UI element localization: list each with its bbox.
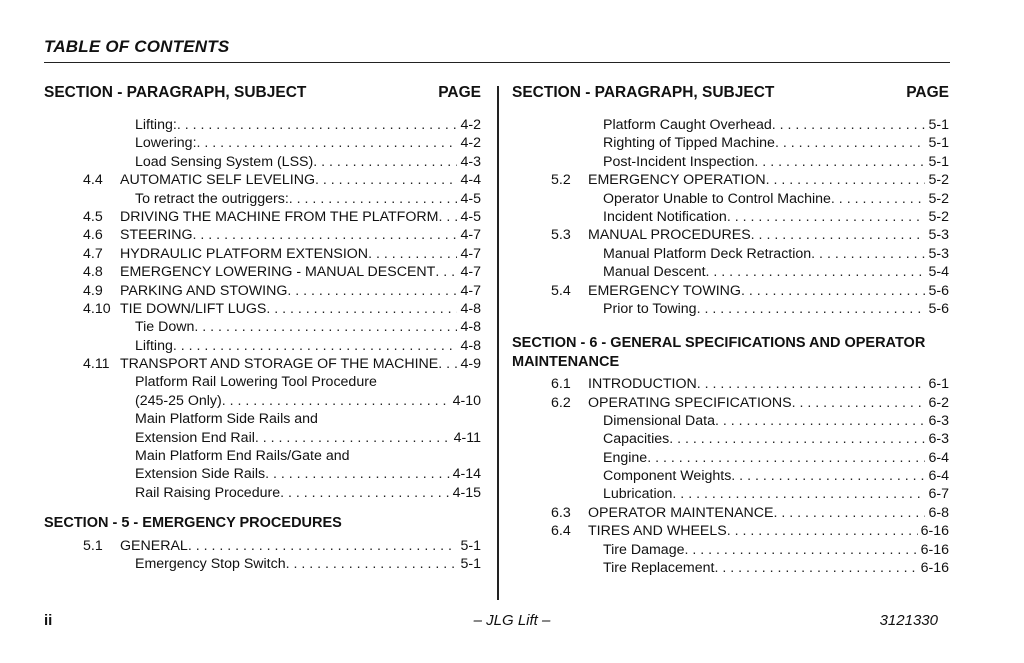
dot-leader xyxy=(173,337,458,355)
dot-leader xyxy=(368,245,457,263)
entry-number: 4.10 xyxy=(83,300,111,317)
toc-entry[interactable] xyxy=(44,226,481,244)
dot-leader xyxy=(197,134,458,152)
toc-entry[interactable] xyxy=(512,190,949,208)
entry-line xyxy=(135,190,481,208)
entry-line xyxy=(135,392,481,410)
entry-page: 5-1 xyxy=(928,153,949,170)
dot-leader xyxy=(697,300,926,318)
entry-number: 4.6 xyxy=(83,227,103,244)
dot-leader xyxy=(265,465,449,483)
dot-leader xyxy=(266,300,457,318)
entry-line xyxy=(135,134,481,152)
title-rule xyxy=(44,62,950,63)
column-divider xyxy=(497,86,499,600)
entry-page: 5-3 xyxy=(928,227,949,244)
entry-line xyxy=(135,337,481,355)
dot-leader xyxy=(741,282,926,300)
entry-line xyxy=(120,245,481,263)
dot-leader xyxy=(697,375,926,393)
dot-leader xyxy=(831,190,926,208)
footer-page-number: ii xyxy=(44,612,53,629)
entry-line xyxy=(588,375,949,393)
entry-page: 4-11 xyxy=(453,429,481,446)
entry-line xyxy=(603,153,949,171)
toc-entry[interactable] xyxy=(512,116,949,134)
dot-leader xyxy=(647,449,925,467)
footer-doc-number: 3121330 xyxy=(879,612,938,629)
entry-page: 5-2 xyxy=(928,172,949,189)
right-column xyxy=(512,84,949,577)
entry-number: 4.5 xyxy=(83,208,103,225)
entry-page: 5-1 xyxy=(460,537,481,554)
dot-leader xyxy=(772,116,926,134)
entry-title: INTRODUCTION xyxy=(588,376,697,393)
toc-entry[interactable] xyxy=(44,447,481,465)
entry-title: Extension End Rail xyxy=(135,429,255,446)
toc-entry[interactable] xyxy=(44,429,481,447)
entry-title: HYDRAULIC PLATFORM EXTENSION xyxy=(120,245,369,262)
entry-line xyxy=(603,190,949,208)
entry-line xyxy=(135,465,481,483)
entry-page: 6-7 xyxy=(928,486,949,503)
entry-title: EMERGENCY LOWERING - MANUAL DESCENT xyxy=(120,264,436,281)
entry-page: 4-7 xyxy=(460,245,481,262)
entry-title: Emergency Stop Switch xyxy=(135,556,286,572)
toc-entry[interactable] xyxy=(44,300,481,318)
toc-entry[interactable] xyxy=(44,410,481,428)
dot-leader xyxy=(289,190,458,208)
entry-page: 6-3 xyxy=(928,412,949,429)
toc-entry[interactable] xyxy=(44,337,481,355)
entry-page: 4-2 xyxy=(460,117,481,133)
dot-leader xyxy=(313,153,457,171)
entry-line xyxy=(135,153,481,171)
toc-entry[interactable] xyxy=(512,522,949,540)
toc-entry[interactable] xyxy=(44,355,481,373)
dot-leader xyxy=(222,392,450,410)
entry-page: 4-8 xyxy=(460,337,481,354)
toc-entry[interactable] xyxy=(512,171,949,189)
entry-title: Rail Raising Procedure xyxy=(135,484,281,501)
entry-page: 5-1 xyxy=(928,117,949,133)
entry-page: 6-16 xyxy=(920,523,949,540)
entry-line xyxy=(588,522,949,540)
section-heading: SECTION - 5 - EMERGENCY PROCEDURES xyxy=(44,515,342,532)
entry-title: EMERGENCY TOWING xyxy=(588,282,741,299)
entry-number: 4.8 xyxy=(83,264,103,281)
header-page: PAGE xyxy=(438,84,481,101)
entry-title: OPERATOR MAINTENANCE xyxy=(588,504,774,521)
toc-entry[interactable] xyxy=(512,504,949,522)
entry-number: 6.4 xyxy=(551,523,571,540)
entry-page: 4-7 xyxy=(460,264,481,281)
entry-line xyxy=(603,208,949,226)
dot-leader xyxy=(731,467,925,485)
toc-entry[interactable] xyxy=(44,282,481,300)
entry-title: Tire Damage xyxy=(603,541,685,558)
entry-title: Operator Unable to Control Machine xyxy=(603,190,831,207)
entry-page: 4-7 xyxy=(460,227,481,244)
entry-page: 4-15 xyxy=(452,484,481,501)
entry-number: 5.2 xyxy=(551,172,571,189)
entry-line xyxy=(120,300,481,318)
entry-line xyxy=(603,116,949,134)
entry-page: 5-6 xyxy=(928,300,949,317)
toc-entry[interactable] xyxy=(44,190,481,208)
entry-page: 5-4 xyxy=(928,264,949,281)
entry-page: 4-7 xyxy=(460,282,481,299)
dot-leader xyxy=(193,226,458,244)
entry-title: Load Sensing System (LSS) xyxy=(135,153,314,170)
column-header xyxy=(44,84,481,106)
entry-page: 5-1 xyxy=(928,135,949,152)
entry-title: STEERING xyxy=(120,227,193,244)
entry-number: 6.3 xyxy=(551,504,571,521)
toc-entry[interactable] xyxy=(44,134,481,152)
entry-page: 6-4 xyxy=(928,449,949,466)
entry-title: Dimensional Data xyxy=(603,412,715,429)
toc-entry[interactable] xyxy=(512,449,949,467)
entry-line xyxy=(135,484,481,502)
entry-page: 5-6 xyxy=(928,282,949,299)
footer-center: – JLG Lift – xyxy=(473,612,551,629)
header-label: SECTION - PARAGRAPH, SUBJECT xyxy=(512,84,775,101)
toc-entry[interactable] xyxy=(44,208,481,226)
entry-page: 4-9 xyxy=(460,356,481,373)
page-title: TABLE OF CONTENTS xyxy=(44,37,230,56)
entry-page: 4-4 xyxy=(460,172,481,189)
toc-entry[interactable] xyxy=(512,375,949,393)
entry-line xyxy=(603,134,949,152)
dot-leader xyxy=(672,485,925,503)
toc-entry[interactable] xyxy=(44,263,481,281)
dot-leader xyxy=(315,171,457,189)
entry-title: To retract the outriggers: xyxy=(135,190,289,207)
entry-page: 4-2 xyxy=(460,135,481,152)
dot-leader xyxy=(775,134,926,152)
entry-page: 4-5 xyxy=(460,208,481,225)
entry-line xyxy=(588,171,949,189)
toc-entry[interactable] xyxy=(512,263,949,281)
entry-line xyxy=(588,504,949,522)
entry-line xyxy=(135,318,481,336)
entry-page: 6-2 xyxy=(928,394,949,411)
entry-line xyxy=(120,226,481,244)
entry-title: Component Weights xyxy=(603,468,732,485)
toc-entry[interactable] xyxy=(44,153,481,171)
toc-entry[interactable] xyxy=(44,171,481,189)
entry-line xyxy=(588,394,949,412)
entry-line xyxy=(603,449,949,467)
entry-title: Righting of Tipped Machine xyxy=(603,135,775,152)
entry-title: TRANSPORT AND STORAGE OF THE MACHINE xyxy=(120,356,439,373)
toc-list xyxy=(44,537,481,574)
toc-entry[interactable] xyxy=(44,537,481,555)
toc-entry[interactable] xyxy=(44,555,481,573)
entry-line xyxy=(603,412,949,430)
entry-number: 6.2 xyxy=(551,394,571,411)
column-header xyxy=(512,84,949,106)
dot-leader xyxy=(754,153,925,171)
toc-entry[interactable] xyxy=(44,245,481,263)
entry-page: 4-8 xyxy=(460,300,481,317)
entry-line xyxy=(603,485,949,503)
dot-leader xyxy=(177,116,458,134)
entry-title: Lubrication xyxy=(603,486,673,503)
entry-title: Platform Rail Lowering Tool Procedure xyxy=(135,374,377,391)
entry-page: 5-2 xyxy=(928,208,949,225)
dot-leader xyxy=(706,263,926,281)
entry-page: 4-5 xyxy=(460,190,481,207)
toc-entry[interactable] xyxy=(512,467,949,485)
toc-entry[interactable] xyxy=(512,226,949,244)
entry-title: Lifting: xyxy=(135,117,177,133)
dot-leader xyxy=(435,263,457,281)
entry-line xyxy=(603,263,949,281)
dot-leader xyxy=(286,555,458,573)
entry-line xyxy=(135,555,481,573)
toc-entry[interactable] xyxy=(512,485,949,503)
dot-leader xyxy=(751,226,926,244)
toc-entry[interactable] xyxy=(512,153,949,171)
entry-title: Post-Incident Inspection xyxy=(603,153,755,170)
entry-title: OPERATING SPECIFICATIONS xyxy=(588,394,792,411)
header-page: PAGE xyxy=(906,84,949,101)
entry-page: 4-10 xyxy=(452,392,481,409)
dot-leader xyxy=(287,282,457,300)
toc-entry[interactable] xyxy=(44,465,481,483)
dot-leader xyxy=(188,537,458,555)
entry-page: 4-14 xyxy=(452,466,481,483)
entry-title: GENERAL xyxy=(120,537,188,554)
entry-title: Lowering: xyxy=(135,135,197,152)
toc-entry[interactable] xyxy=(512,245,949,263)
entry-title: DRIVING THE MACHINE FROM THE PLATFORM xyxy=(120,208,439,225)
entry-title: Platform Caught Overhead xyxy=(603,117,772,133)
entry-title: Incident Notification xyxy=(603,208,727,225)
entry-title: Manual Platform Deck Retraction xyxy=(603,245,812,262)
entry-page: 4-8 xyxy=(460,319,481,336)
entry-line xyxy=(603,300,949,318)
entry-title: Tire Replacement xyxy=(603,560,715,577)
entry-title: PARKING AND STOWING xyxy=(120,282,288,299)
entry-title: Tie Down xyxy=(135,319,195,336)
entry-title: AUTOMATIC SELF LEVELING xyxy=(120,172,315,189)
entry-number: 5.4 xyxy=(551,282,571,299)
toc-entry[interactable] xyxy=(512,300,949,318)
entry-page: 6-16 xyxy=(920,560,949,577)
toc-list xyxy=(512,116,949,318)
dot-leader xyxy=(714,559,917,577)
toc-entry[interactable] xyxy=(512,394,949,412)
toc-entry[interactable] xyxy=(512,541,949,559)
toc-entry[interactable] xyxy=(512,134,949,152)
entry-page: 6-4 xyxy=(928,468,949,485)
entry-line xyxy=(588,226,949,244)
entry-line xyxy=(603,559,949,577)
dot-leader xyxy=(684,541,917,559)
entry-line xyxy=(120,263,481,281)
entry-number: 5.3 xyxy=(551,227,571,244)
toc-list xyxy=(512,375,949,577)
toc-entry[interactable] xyxy=(512,430,949,448)
entry-page: 6-1 xyxy=(928,376,949,393)
entry-number: 6.1 xyxy=(551,376,571,393)
entry-line xyxy=(603,430,949,448)
section-heading: SECTION - 6 - GENERAL SPECIFICATIONS AND OPERATOR MAINTENANCE xyxy=(512,335,926,370)
left-column xyxy=(44,84,481,573)
toc-entry[interactable] xyxy=(44,116,481,134)
dot-leader xyxy=(774,504,926,522)
entry-number: 4.4 xyxy=(83,172,103,189)
toc-entry[interactable] xyxy=(44,373,481,391)
entry-line xyxy=(135,116,481,134)
entry-number: 5.1 xyxy=(83,537,103,554)
entry-page: 5-2 xyxy=(928,190,949,207)
entry-number: 4.11 xyxy=(83,356,110,373)
toc-entry[interactable] xyxy=(512,282,949,300)
dot-leader xyxy=(438,208,457,226)
toc-entry[interactable] xyxy=(44,484,481,502)
dot-leader xyxy=(766,171,926,189)
entry-line xyxy=(120,282,481,300)
entry-title: Engine xyxy=(603,449,648,466)
entry-page: 5-1 xyxy=(460,556,481,572)
toc-entry[interactable] xyxy=(512,208,949,226)
toc-entry[interactable] xyxy=(44,318,481,336)
entry-number: 4.9 xyxy=(83,282,103,299)
entry-title: TIE DOWN/LIFT LUGS xyxy=(120,300,267,317)
dot-leader xyxy=(727,522,918,540)
entry-line xyxy=(603,541,949,559)
dot-leader xyxy=(669,430,925,448)
dot-leader xyxy=(727,208,926,226)
entry-title: Capacities xyxy=(603,431,670,448)
entry-title: TIRES AND WHEELS xyxy=(588,523,727,540)
dot-leader xyxy=(255,429,451,447)
entry-line xyxy=(603,467,949,485)
entry-title: Prior to Towing xyxy=(603,300,697,317)
entry-page: 6-16 xyxy=(920,541,949,558)
entry-page: 5-3 xyxy=(928,245,949,262)
dot-leader xyxy=(811,245,925,263)
toc-entry[interactable] xyxy=(512,412,949,430)
toc-list xyxy=(44,116,481,502)
entry-page: 4-3 xyxy=(460,153,481,170)
entry-title: Main Platform Side Rails and xyxy=(135,411,318,428)
dot-leader xyxy=(280,484,449,502)
entry-line xyxy=(120,355,481,373)
entry-line xyxy=(120,537,481,555)
entry-line xyxy=(135,429,481,447)
entry-title: Lifting xyxy=(135,337,173,354)
entry-title: MANUAL PROCEDURES xyxy=(588,227,751,244)
entry-number: 4.7 xyxy=(83,245,103,262)
entry-title: Manual Descent xyxy=(603,264,706,281)
dot-leader xyxy=(194,318,457,336)
entry-page: 6-3 xyxy=(928,431,949,448)
dot-leader xyxy=(792,394,926,412)
entry-line xyxy=(120,171,481,189)
toc-entry[interactable] xyxy=(44,392,481,410)
toc-entry[interactable] xyxy=(512,559,949,577)
entry-line xyxy=(588,282,949,300)
dot-leader xyxy=(715,412,926,430)
entry-title: EMERGENCY OPERATION xyxy=(588,172,766,189)
entry-page: 6-8 xyxy=(928,504,949,521)
entry-line xyxy=(120,208,481,226)
dot-leader xyxy=(438,355,457,373)
header-label: SECTION - PARAGRAPH, SUBJECT xyxy=(44,84,307,101)
entry-title: (245-25 Only) xyxy=(135,392,222,409)
entry-line xyxy=(603,245,949,263)
entry-title: Extension Side Rails xyxy=(135,466,266,483)
entry-title: Main Platform End Rails/Gate and xyxy=(135,448,350,465)
